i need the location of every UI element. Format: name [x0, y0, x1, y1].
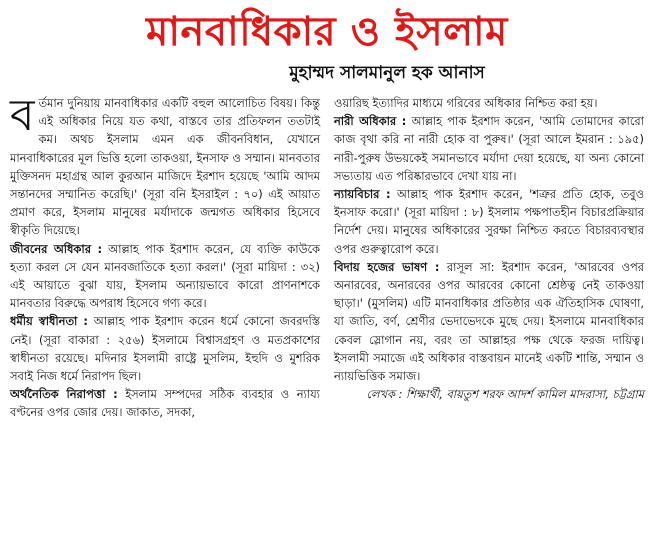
farewell-sermon-text: রাসূল সা: ইরশাদ করেন, 'আরবের ওপর অনারবের, অনারবের ওপর আরবের কোনো শ্রেষ্ঠত্ব নেই তাকওয়া ছাড়া।' (মুসলিম) এটি মানবাধিকার প্রতিষ্ঠার এক ঐতিহাসিক ঘোষণা, যা জাতি, বর্ণ, শ্রেণীর ভেদাভেদকে মুছে দেয়। ইসলামে মানবাধিকার কেবল স্লোগান নয়, বরং তা আল্লাহর পক্ষ থেকে ফরজ দায়িত্ব। ইসলামী সমাজে এই অধিকার বাস্তবায়ন মানেই একটি শান্তি, সম্মান ও ন্যায়ভিত্তিক সমাজ।: [334, 259, 644, 384]
column-right: [334, 94, 644, 422]
women-rights-heading: নারী অধিকার :: [334, 114, 407, 129]
life-rights-paragraph: [10, 240, 320, 313]
religious-freedom-text: আল্লাহ পাক ইরশাদ করেন ধর্মে কোনো জবরদস্তি নেই। (সূরা বাকারা : ২৫৬) ইসলামে বিশ্বাসগ্রহণ ও মতপ্রকাশের স্বাধীনতা রয়েছে। মদিনার ইসলামী রাষ্ট্রে মুসলিম, ইহুদি ও মুশরিক সবাই নিজ ধর্মে নিরাপদ ছিল।: [10, 314, 320, 384]
religious-freedom-heading: ধর্মীয় স্বাধীনতা :: [10, 314, 88, 329]
column-left: [10, 90, 320, 422]
intro-paragraph: [10, 90, 320, 240]
article-title: মানবাধিকার ও ইসলাম: [146, 8, 508, 55]
drop-cap: ব: [10, 90, 35, 141]
life-rights-heading: জীবনের অধিকার :: [10, 241, 103, 256]
life-rights-text: আল্লাহ পাক ইরশাদ করেন, যে ব্যক্তি কাউকে হত্যা করল সে যেন মানবজাতিকে হত্যা করল।' (সূরা মায়িদা : ৩২) এই আয়াতে বুঝা যায়, ইসলাম অন্যায়ভাবে কারো প্রাণনাশকে মানবতার বিরুদ্ধে অপরাধ হিসেবে গণ্য করে।: [10, 241, 320, 311]
economic-security-text: ইসলাম সম্পদের সঠিক ব্যবহার ও ন্যায্য বণ্টনের ওপর জোর দেয়। জাকাত, সদকা,: [10, 387, 320, 420]
farewell-sermon-heading: বিদায় হজের ভাষণ :: [334, 259, 440, 274]
farewell-sermon-paragraph: [334, 258, 644, 385]
economic-security-paragraph: [10, 385, 320, 421]
author-credit: লেখক : শিক্ষার্থী, বায়তুশ শরফ আদর্শ কামিল মাদরাসা, চট্টগ্রাম: [366, 387, 644, 402]
justice-heading: ন্যায়বিচার :: [334, 187, 391, 202]
justice-paragraph: [334, 185, 644, 258]
intro-text: র্তমান দুনিয়ায় মানবাধিকার একটি বহুল আলোচিত বিষয়। কিন্তু এই অধিকার নিয়ে যত কথা, বাস্তবে তার প্রতিফলন ততটাই কম। অথচ ইসলাম এমন এক জীবনবিধান, যেখানে মানবাধিকারের মূল ভিত্তি হলো তাকওয়া, ইনসাফ ও সম্মান। মানবতার মুক্তিসনদ মহাগ্রন্থ আল কুরআন মাজিদে ইরশাদ হয়েছে 'আমি আদম সন্তানদের সম্মানিত করেছি।' (সূরা বনি ইসরাইল : ৭০) এই আয়াত প্রমাণ করে, ইসলাম মানুষের মর্যাদাকে জন্মগত অধিকার হিসেবে স্বীকৃতি দিয়েছে।: [10, 96, 320, 238]
economic-security-heading: অর্থনৈতিক নিরাপত্তা :: [10, 387, 118, 402]
article-body: [10, 90, 645, 422]
justice-text: আল্লাহ পাক ইরশাদ করেন, 'শত্রুর প্রতি হোক, তবুও ইনসাফ করো।' (সূরা মায়িদা : ৮) ইসলাম পক্ষপাতহীন বিচারপ্রক্রিয়ার নির্দেশ দেয়। মানুষের অধিকারের সুরক্ষা নিশ্চিত করতে বিচারব্যবস্থার ওপর গুরুত্বারোপ করে।: [334, 187, 645, 256]
continued-paragraph: ওয়ারিছ ইত্যাদির মাধ্যমে গরিবের অধিকার নিশ্চিত করা হয়।: [334, 96, 598, 110]
religious-freedom-paragraph: [10, 312, 320, 385]
women-rights-text: আল্লাহ পাক ইরশাদ করেন, 'আমি তোমাদের কারো কাজ বৃথা করি না নারী হোক বা পুরুষ।' (সূরা আলে ইমরান : ১৯৫) নারী-পুরুষ উভয়কেই সমানভাবে মর্যাদা দেয়া হয়েছে, যা অন্য কোনো সভ্যতায় এত পরিষ্কারভাবে দেখা যায় না।: [334, 114, 644, 183]
women-rights-paragraph: [334, 112, 644, 185]
author-byline: মুহাম্মদ সালমানুল হক আনাস: [289, 63, 485, 83]
